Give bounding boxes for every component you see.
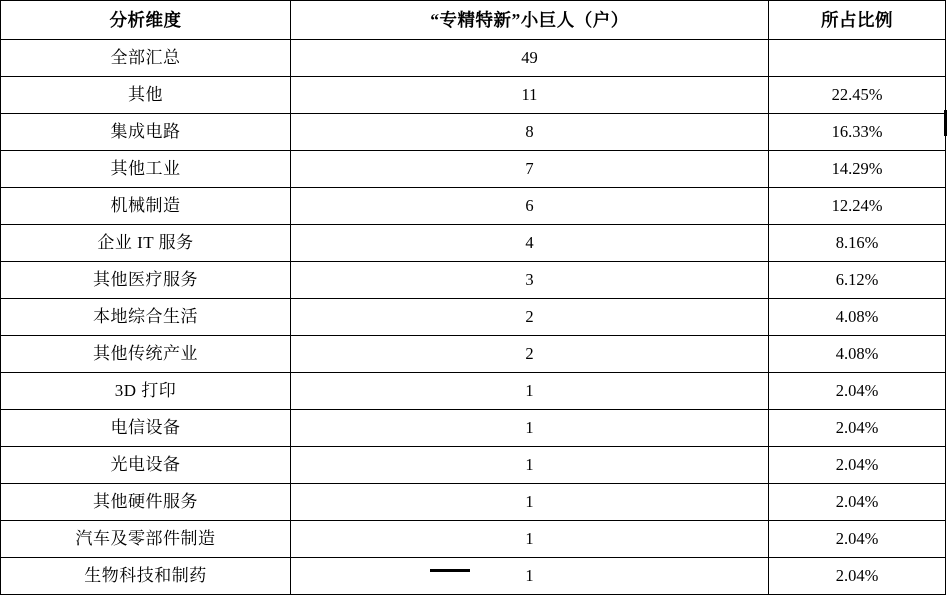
cell-ratio: 12.24% [769,188,946,225]
cell-count: 8 [291,114,769,151]
cell-count: 1 [291,447,769,484]
table-row [1,373,946,410]
cell-count: 3 [291,262,769,299]
table-row [1,521,946,558]
cell-ratio: 8.16% [769,225,946,262]
table-header-row [1,1,946,40]
cell-ratio: 14.29% [769,151,946,188]
cell-count: 6 [291,188,769,225]
cell-ratio [769,40,946,77]
cell-dimension: 汽车及零部件制造 [1,521,291,558]
cell-ratio: 2.04% [769,484,946,521]
cell-dimension: 其他工业 [1,151,291,188]
column-header-ratio: 所占比例 [769,1,946,40]
cell-ratio: 4.08% [769,336,946,373]
cell-dimension: 机械制造 [1,188,291,225]
cell-ratio: 2.04% [769,521,946,558]
cell-ratio: 16.33% [769,114,946,151]
table-row [1,336,946,373]
cell-count: 1 [291,521,769,558]
cell-ratio: 4.08% [769,299,946,336]
table-row [1,114,946,151]
table-row [1,410,946,447]
cell-ratio: 2.04% [769,447,946,484]
cell-dimension: 光电设备 [1,447,291,484]
cell-count: 1 [291,373,769,410]
cell-dimension: 本地综合生活 [1,299,291,336]
table-row [1,77,946,114]
table-row [1,484,946,521]
cell-dimension: 企业 IT 服务 [1,225,291,262]
table-row [1,40,946,77]
cell-dimension: 其他 [1,77,291,114]
cell-count: 11 [291,77,769,114]
column-header-dimension: 分析维度 [1,1,291,40]
cell-count: 49 [291,40,769,77]
cell-count: 1 [291,410,769,447]
table-row [1,151,946,188]
table-body [1,40,946,595]
table-row [1,262,946,299]
cell-dimension: 生物科技和制药 [1,558,291,595]
cell-count: 2 [291,336,769,373]
cell-count: 1 [291,558,769,595]
cell-count: 7 [291,151,769,188]
cell-dimension: 其他传统产业 [1,336,291,373]
cell-count: 2 [291,299,769,336]
table-row [1,188,946,225]
cell-ratio: 2.04% [769,558,946,595]
cell-dimension: 3D 打印 [1,373,291,410]
table-row [1,558,946,595]
cell-ratio: 22.45% [769,77,946,114]
cell-ratio: 2.04% [769,410,946,447]
column-header-count: “专精特新”小巨人（户） [291,1,769,40]
table-row [1,447,946,484]
cell-dimension: 集成电路 [1,114,291,151]
cell-ratio: 2.04% [769,373,946,410]
table-header [1,1,946,40]
table-row [1,299,946,336]
cell-dimension: 其他医疗服务 [1,262,291,299]
cell-dimension: 其他硬件服务 [1,484,291,521]
table-row [1,225,946,262]
cell-count: 4 [291,225,769,262]
cell-dimension: 电信设备 [1,410,291,447]
cell-ratio: 6.12% [769,262,946,299]
cell-count: 1 [291,484,769,521]
cell-dimension: 全部汇总 [1,40,291,77]
